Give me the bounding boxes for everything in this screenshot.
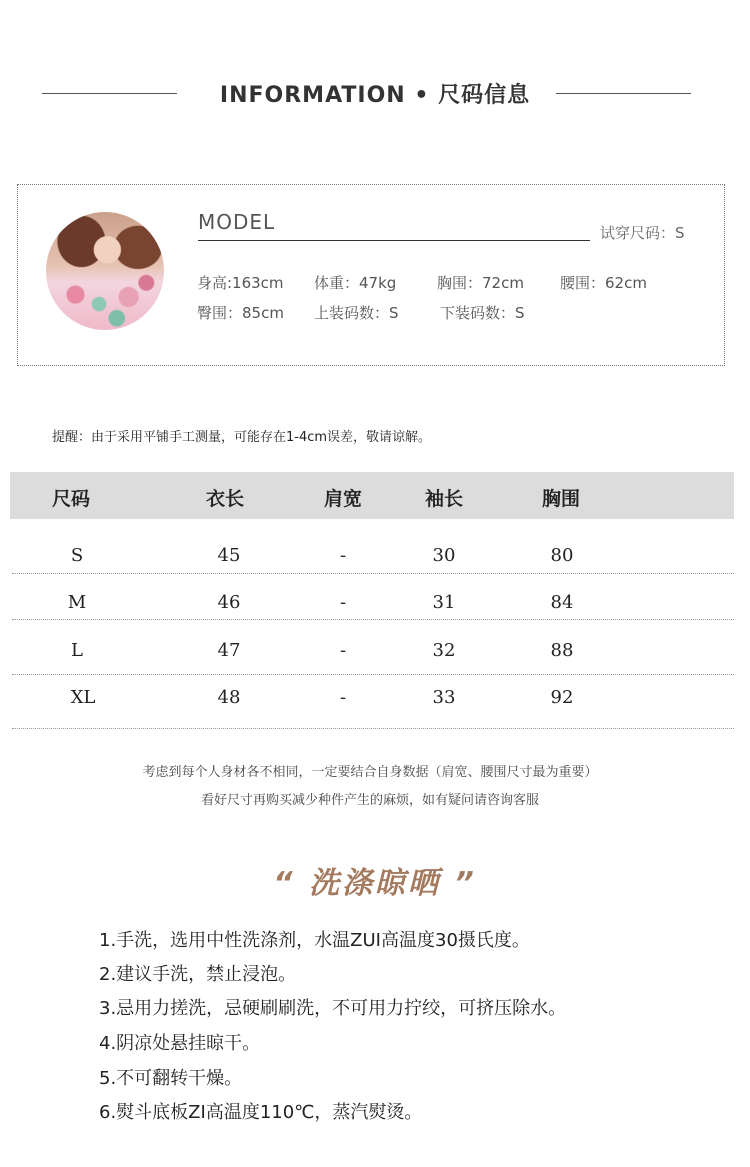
header-length: 衣长 <box>206 488 245 510</box>
measurement-reminder: 提醒：由于采用平铺手工测量，可能存在1-4cm误差，敬请谅解。 <box>52 430 432 445</box>
washing-item: 3.忌用力搓洗，忌硬刷刷洗，不可用力拧绞，可挤压除水。 <box>99 998 567 1019</box>
cell-size: L <box>71 640 83 661</box>
model-weight: 体重：47kg <box>314 274 397 292</box>
cell-length: 47 <box>217 640 241 661</box>
cell-shoulder: - <box>339 545 347 566</box>
cell-bust: 84 <box>550 592 574 613</box>
header-shoulder: 肩宽 <box>324 488 363 510</box>
cell-bust: 92 <box>550 687 574 708</box>
header-size: 尺码 <box>52 488 91 510</box>
cell-length: 48 <box>217 687 241 708</box>
cell-sleeve: 31 <box>432 592 456 613</box>
cell-size: XL <box>70 687 96 708</box>
row-divider <box>12 573 734 574</box>
cell-size: S <box>70 545 84 566</box>
model-bust: 胸围：72cm <box>437 274 524 292</box>
model-waist: 腰围：62cm <box>560 274 647 292</box>
washing-item: 5.不可翻转干燥。 <box>99 1068 243 1089</box>
model-bottom-size: 下装码数：S <box>440 304 525 322</box>
washing-item: 4.阴凉处悬挂晾干。 <box>99 1033 261 1054</box>
cell-length: 45 <box>217 545 241 566</box>
cell-length: 46 <box>217 592 241 613</box>
cell-bust: 80 <box>550 545 574 566</box>
cell-shoulder: - <box>339 687 347 708</box>
trial-size: 试穿尺码：S <box>600 224 685 242</box>
cell-sleeve: 30 <box>432 545 456 566</box>
cell-shoulder: - <box>339 592 347 613</box>
size-table-header <box>10 472 734 519</box>
washing-item: 6.熨斗底板ZI高温度110℃，蒸汽熨烫。 <box>99 1102 423 1123</box>
model-avatar <box>46 212 164 330</box>
row-divider <box>12 728 734 729</box>
section-title: INFORMATION • 尺码信息 <box>219 83 531 108</box>
model-label: MODEL <box>198 210 276 234</box>
cell-size: M <box>67 592 87 613</box>
size-note-2: 看好尺寸再购买减少种件产生的麻烦，如有疑问请咨询客服 <box>200 793 539 808</box>
size-note-1: 考虑到每个人身材各不相同，一定要结合自身数据（肩宽、腰围尺寸最为重要） <box>142 765 598 780</box>
model-hip: 臀围：85cm <box>197 304 284 322</box>
washing-item: 1.手洗，选用中性洗涤剂，水温ZUI高温度30摄氏度。 <box>99 930 530 951</box>
cell-bust: 88 <box>550 640 574 661</box>
model-underline <box>198 240 590 241</box>
model-top-size: 上装码数：S <box>314 304 399 322</box>
washing-title: “ 洗涤晾晒 ” <box>273 866 477 901</box>
header-sleeve: 袖长 <box>425 488 464 510</box>
header-right-line <box>556 93 691 94</box>
cell-shoulder: - <box>339 640 347 661</box>
model-height: 身高:163cm <box>197 274 284 292</box>
row-divider <box>12 674 734 675</box>
row-divider <box>12 619 734 620</box>
cell-sleeve: 33 <box>432 687 456 708</box>
header-bust: 胸围 <box>542 488 581 510</box>
cell-sleeve: 32 <box>432 640 456 661</box>
washing-item: 2.建议手洗，禁止浸泡。 <box>99 964 297 985</box>
